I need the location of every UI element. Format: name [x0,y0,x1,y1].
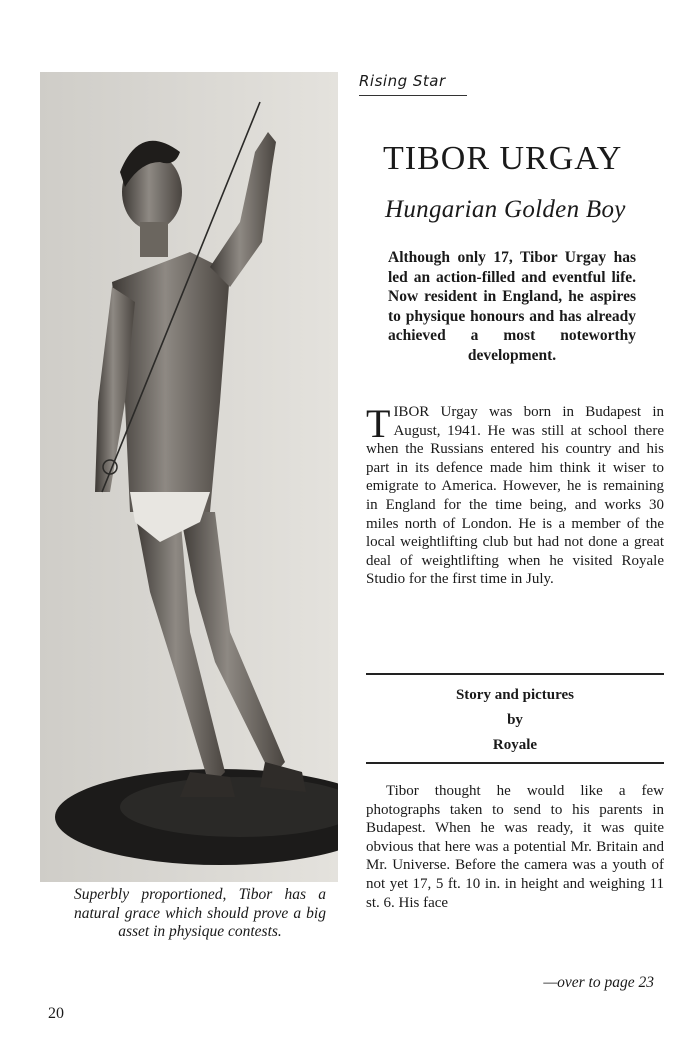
paragraph-1-text: IBOR Urgay was born in Budapest in August, 1941. He was still at school there when the Russians entered his country and his part in its defence made him think it wiser to emigrate to America. However, he is remaining in England for the time being, and works 30 miles north of London. He is a member of the local weightlifting club but had not done a great deal of weightlifting when he visited Royale Studio for the first time in July. [366,404,664,588]
byline-author: Royale [492,737,538,753]
body-paragraph-2: Tibor thought he would like a few photographs taken to send to his parents in Budapest. When he was ready, it was quite obvious that here was a potential Mr. Britain and Mr. Universe. Before the camera was a youth of not yet 17, 5 ft. 10 in. in height and weighing 11 st. 6. His face [366,783,664,911]
athlete-photo [40,72,338,882]
article-standfirst: Although only 17, Tibor Urgay has led an action-filled and eventful life. Now resident in England, he aspires to physique honours and has already achieved a most noteworthy development. [388,249,636,364]
article-title: TIBOR URGAY [383,140,623,177]
page-number: 20 [48,1005,64,1022]
section-kicker: Rising Star [359,72,446,90]
credit-rule-bottom [366,762,664,764]
photo-caption: Superbly proportioned, Tibor has a natural grace which should prove a big asset in physique contests. [74,886,326,940]
kicker-underline [359,95,467,96]
article-subtitle: Hungarian Golden Boy [385,196,626,223]
body-paragraph-1 [366,403,664,589]
byline-box [366,683,664,758]
byline-line-2: by [507,712,523,728]
drop-cap: T [366,401,391,446]
continued-note: —over to page 23 [543,974,654,991]
credit-rule-top [366,673,664,675]
byline-line-1: Story and pictures [455,687,575,703]
